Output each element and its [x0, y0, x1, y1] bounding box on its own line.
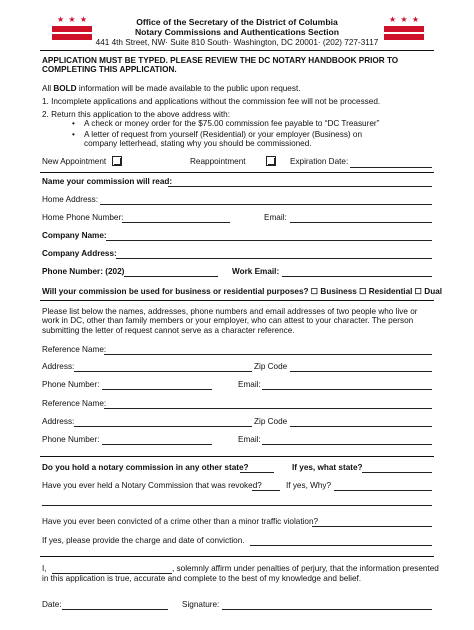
reference-2-zip-label: Zip Code — [254, 417, 288, 426]
revoked-why-field[interactable] — [334, 490, 432, 491]
home-phone-field[interactable] — [122, 222, 230, 223]
reference-1-zip-field[interactable] — [290, 371, 432, 372]
phone-number-label: Phone Number: (202) — [42, 267, 125, 276]
expiration-date-field[interactable] — [350, 167, 432, 168]
reference-1-phone-label: Phone Number: — [42, 380, 100, 389]
reference-1-name-label: Reference Name: — [42, 345, 107, 354]
instruction-2: 2. Return this application to the above address with: — [42, 110, 230, 119]
reference-2-name-label: Reference Name: — [42, 399, 107, 408]
work-email-field[interactable] — [282, 276, 432, 277]
reference-1-email-label: Email: — [238, 380, 261, 389]
new-appointment-label: New Appointment — [42, 157, 107, 166]
reference-1-name-field[interactable] — [104, 354, 432, 355]
affirm-text-1: , solemnly affirm under penalties of perjury, that the information presented — [172, 564, 439, 573]
home-address-label: Home Address: — [42, 195, 98, 204]
charge-field[interactable] — [250, 545, 432, 546]
other-state-question: Do you hold a notary commission in any other state? — [42, 463, 249, 472]
reference-2-address-field[interactable] — [74, 426, 252, 427]
reference-2-name-field[interactable] — [104, 408, 432, 409]
which-state-field[interactable] — [362, 472, 432, 473]
reference-instructions: Please list below the names, addresses, phone numbers and email addresses of two people who live or work in DC, other than family members or your employer, who can attest to your character. The person submitting the letter of request cannot serve as a character reference. — [42, 307, 418, 335]
reappointment-checkbox[interactable] — [266, 156, 276, 166]
reference-1-address-field[interactable] — [74, 371, 252, 372]
instruction-bullet-fee: A check or money order for the $75.00 commission fee payable to “DC Treasurer” — [84, 119, 380, 128]
reference-2-email-field[interactable] — [262, 444, 432, 445]
bullet-dot: • — [72, 130, 75, 139]
expiration-date-label: Expiration Date: — [290, 157, 349, 166]
flag-stars: ★ ★ ★ — [57, 15, 87, 24]
convicted-question: Have you ever been convicted of a crime other than a minor traffic violation? — [42, 517, 319, 526]
home-phone-label: Home Phone Number: — [42, 213, 124, 222]
signature-field[interactable] — [222, 609, 432, 610]
reference-1-phone-field[interactable] — [102, 389, 212, 390]
work-email-label: Work Email: — [232, 267, 280, 276]
affirm-text-2: in this application is true, accurate and complete to the best of my knowledge and belief. — [42, 574, 362, 583]
company-name-field[interactable] — [106, 240, 432, 241]
typed-notice: APPLICATION MUST BE TYPED. PLEASE REVIEW THE DC NOTARY HANDBOOK PRIOR TO COMPLETING THIS APPLICATION. — [42, 56, 399, 75]
date-field[interactable] — [62, 609, 168, 610]
section-divider — [40, 456, 434, 457]
bullet-dot: • — [72, 119, 75, 128]
company-address-label: Company Address: — [42, 249, 117, 258]
new-appointment-checkbox[interactable] — [112, 156, 122, 166]
reference-1-address-label: Address: — [42, 362, 75, 371]
home-address-field[interactable] — [100, 204, 432, 205]
instruction-1: 1. Incomplete applications and applications without the commission fee will not be processed. — [42, 97, 381, 106]
revoked-why-label: If yes, Why? — [286, 481, 332, 490]
commission-name-label: Name your commission will read: — [42, 177, 173, 186]
other-state-field[interactable] — [240, 472, 274, 473]
public-info-note: All BOLD information will be made available to the public upon request. — [42, 84, 301, 93]
reference-2-phone-label: Phone Number: — [42, 435, 100, 444]
charge-label: If yes, please provide the charge and date of conviction. — [42, 536, 245, 545]
email-field[interactable] — [290, 222, 432, 223]
section-divider — [40, 556, 434, 557]
convicted-field[interactable] — [312, 526, 432, 527]
signature-label: Signature: — [182, 600, 220, 609]
reference-2-email-label: Email: — [238, 435, 261, 444]
which-state-label: If yes, what state? — [292, 463, 363, 472]
email-label: Email: — [264, 213, 287, 222]
phone-number-field[interactable] — [124, 276, 218, 277]
header-line2: Notary Commissions and Authentications Section — [134, 27, 340, 37]
company-address-field[interactable] — [116, 258, 432, 259]
section-divider — [40, 300, 434, 301]
revoked-question: Have you ever held a Notary Commission that was revoked? — [42, 481, 262, 490]
section-divider — [40, 172, 434, 173]
reference-2-phone-field[interactable] — [102, 444, 212, 445]
revoked-explanation-line[interactable] — [42, 505, 432, 506]
reference-2-zip-field[interactable] — [290, 426, 432, 427]
header-divider — [40, 50, 434, 51]
reappointment-label: Reappointment — [190, 157, 246, 166]
instruction-bullet-letter: A letter of request from yourself (Residential) or your employer (Business) on company letterhead, stating why you should be commissioned. — [84, 130, 363, 149]
purpose-question: Will your commission be used for business or residential purposes? ☐ Business ☐ Residential ☐ Dual — [42, 287, 443, 296]
flag-stars: ★ ★ ★ — [389, 15, 419, 24]
header-line1: Office of the Secretary of the District of Columbia — [136, 17, 338, 27]
revoked-field[interactable] — [252, 490, 280, 491]
header-address: 441 4th Street, NW· Suite 810 South· Washington, DC 20001· (202) 727-3117 — [95, 38, 379, 47]
affirm-prefix: I, — [42, 564, 47, 573]
company-name-label: Company Name: — [42, 231, 107, 240]
reference-1-email-field[interactable] — [262, 389, 432, 390]
reference-2-address-label: Address: — [42, 417, 75, 426]
date-label: Date: — [42, 600, 62, 609]
commission-name-field[interactable] — [168, 186, 432, 187]
reference-1-zip-label: Zip Code — [254, 362, 288, 371]
